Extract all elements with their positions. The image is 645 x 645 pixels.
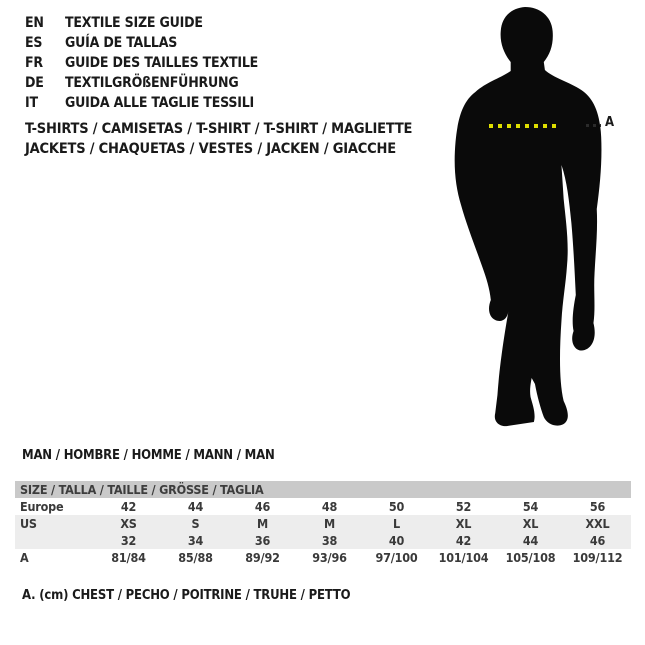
row-label: US xyxy=(20,516,37,531)
size-table xyxy=(15,481,631,566)
language-code: IT xyxy=(25,95,38,111)
language-list xyxy=(25,13,258,113)
row-label: A xyxy=(20,550,29,565)
language-label: GUÍA DE TALLAS xyxy=(65,35,178,51)
table-row xyxy=(15,498,631,515)
size-cell: S xyxy=(191,516,200,531)
size-cell: 46 xyxy=(254,499,271,514)
size-cell: 42 xyxy=(455,533,472,548)
table-row xyxy=(15,532,631,549)
body-silhouette-figure xyxy=(450,0,620,432)
size-cell: 50 xyxy=(388,499,405,514)
size-cell: XL xyxy=(522,516,539,531)
language-label: GUIDE DES TAILLES TEXTILE xyxy=(65,55,259,71)
language-label: TEXTILE SIZE GUIDE xyxy=(65,15,203,31)
language-row xyxy=(25,53,258,73)
size-cell: 93/96 xyxy=(312,550,347,565)
language-code: FR xyxy=(25,55,43,71)
chest-measure-footnote: A. (cm) CHEST / PECHO / POITRINE / TRUHE / PETTO xyxy=(22,588,351,603)
size-cell: 89/92 xyxy=(245,550,280,565)
section-heading-man: MAN / HOMBRE / HOMME / MANN / MAN xyxy=(22,448,275,463)
language-code: EN xyxy=(25,15,44,31)
man-silhouette-icon xyxy=(450,0,610,432)
size-cell: 81/84 xyxy=(111,550,146,565)
size-cell: 46 xyxy=(589,533,606,548)
size-cell: 48 xyxy=(321,499,338,514)
size-cell: 109/112 xyxy=(572,550,623,565)
language-row xyxy=(25,93,258,113)
language-label: GUIDA ALLE TAGLIE TESSILI xyxy=(65,95,255,111)
size-cell: 52 xyxy=(455,499,472,514)
size-cell: 44 xyxy=(187,499,204,514)
chest-measure-line xyxy=(489,124,557,128)
language-code: DE xyxy=(25,75,44,91)
size-cell: 101/104 xyxy=(438,550,489,565)
garment-category-list xyxy=(25,119,412,159)
size-cell: 36 xyxy=(254,533,271,548)
size-table-rows xyxy=(15,498,631,566)
size-cell: 85/88 xyxy=(178,550,213,565)
size-cell: 42 xyxy=(120,499,137,514)
garment-category-tshirts: T-SHIRTS / CAMISETAS / T-SHIRT / T-SHIRT / MAGLIETTE xyxy=(25,121,413,137)
measure-label-a: A xyxy=(605,115,614,130)
language-code: ES xyxy=(25,35,43,51)
size-cell: M xyxy=(257,516,268,531)
row-label xyxy=(15,532,95,549)
size-cell: 38 xyxy=(321,533,338,548)
size-cell: M xyxy=(324,516,335,531)
language-label: TEXTILGRÖßENFÜHRUNG xyxy=(65,75,239,91)
row-label: Europe xyxy=(20,499,64,514)
table-row xyxy=(15,515,631,532)
size-cell: 56 xyxy=(589,499,606,514)
size-cell: L xyxy=(393,516,400,531)
measure-leader-line xyxy=(586,124,601,127)
size-table-header: SIZE / TALLA / TAILLE / GRÖSSE / TAGLIA xyxy=(15,481,631,498)
language-row xyxy=(25,73,258,93)
size-cell: 44 xyxy=(522,533,539,548)
size-cell: 97/100 xyxy=(375,550,418,565)
size-cell: 32 xyxy=(120,533,137,548)
size-cell: XL xyxy=(455,516,472,531)
language-row xyxy=(25,33,258,53)
size-cell: XXL xyxy=(585,516,610,531)
size-cell: 40 xyxy=(388,533,405,548)
table-row xyxy=(15,549,631,566)
size-cell: 54 xyxy=(522,499,539,514)
size-cell: 105/108 xyxy=(505,550,556,565)
size-cell: XS xyxy=(120,516,137,531)
size-cell: 34 xyxy=(187,533,204,548)
language-row xyxy=(25,13,258,33)
garment-category-jackets: JACKETS / CHAQUETAS / VESTES / JACKEN / GIACCHE xyxy=(25,141,396,157)
